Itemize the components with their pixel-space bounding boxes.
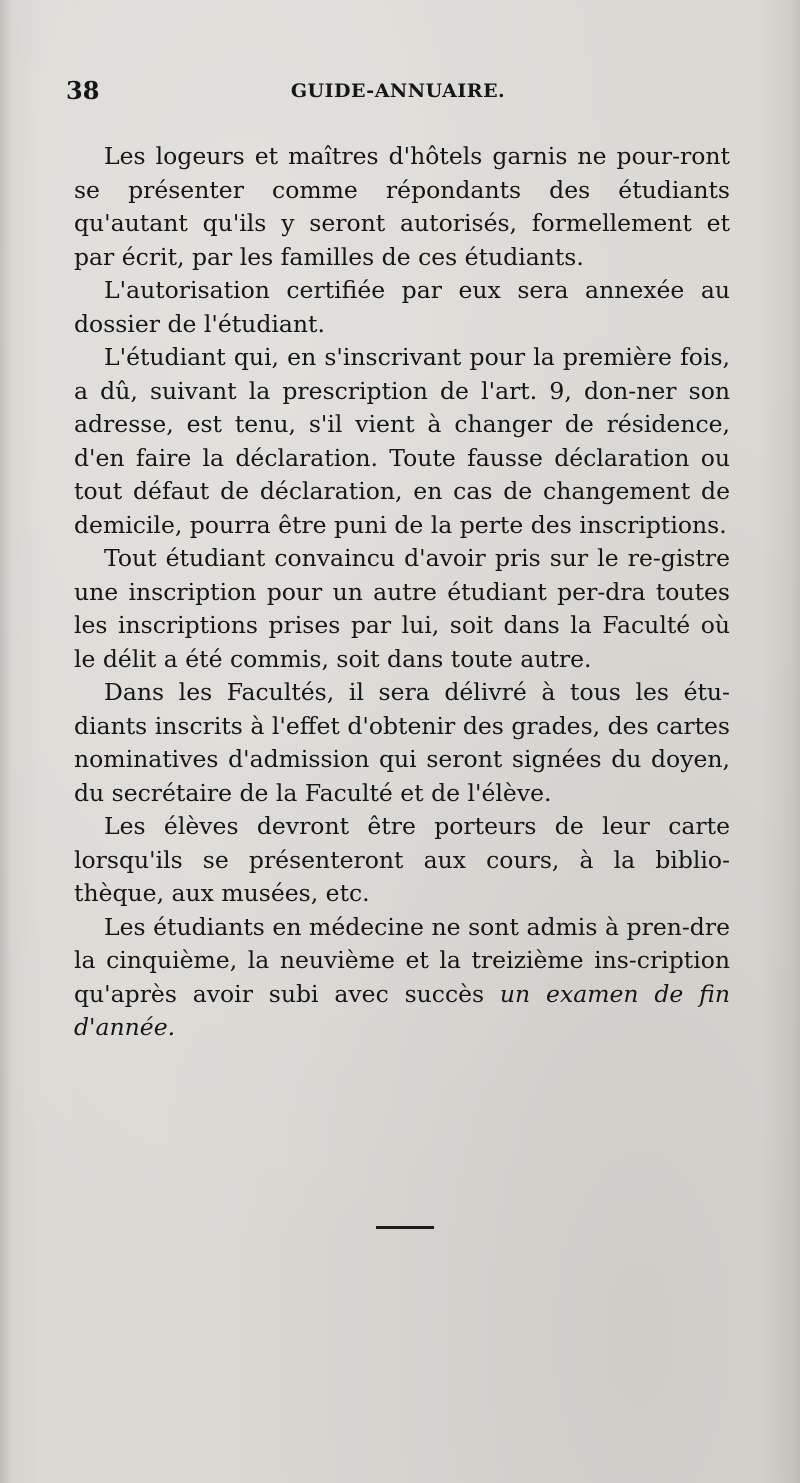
italic-phrase: un examen de fin d'année.: [74, 979, 730, 1041]
paragraph: Dans les Facultés, il sera délivré à tous les étu-diants inscrits à l'effet d'obtenir des grades, des cartes nominatives d'admission qui seront signées du doyen, du secrétaire de la Faculté et de l'élève.: [74, 678, 730, 807]
paragraph: Tout étudiant convaincu d'avoir pris sur le re-gistre une inscription pour un autre étudiant per-dra toutes les inscriptions prises par lui, soit dans la Faculté où le délit a été commis, soit dans toute autre.: [74, 544, 730, 673]
paragraph: Les élèves devront être porteurs de leur carte lorsqu'ils se présenteront aux cours, à la biblio-thèque, aux musées, etc.: [74, 812, 730, 907]
paragraph: L'autorisation certifiée par eux sera annexée au dossier de l'étudiant.: [74, 276, 730, 338]
running-head: GUIDE-ANNUAIRE.: [290, 80, 506, 102]
end-rule: [376, 1226, 434, 1229]
paragraph-text: Les étudiants en médecine ne sont admis à pren-dre la cinquième, la neuvième et la treizième ins-cription qu'après avoir subi avec succès: [74, 912, 730, 1008]
page-header: [66, 76, 730, 110]
paragraph: L'étudiant qui, en s'inscrivant pour la première fois, a dû, suivant la prescription de l'art. 9, don-ner son adresse, est tenu, s'il vient à changer de résidence, d'en faire la déclaration. Toute fausse déclaration ou tout défaut de déclaration, en cas de changement de demicile, pourra être puni de la perte des inscriptions.: [74, 343, 730, 539]
paragraph: [74, 911, 730, 1045]
body-text: [74, 140, 730, 1045]
page-number: 38: [66, 76, 100, 105]
paragraph: Les logeurs et maîtres d'hôtels garnis ne pour-ront se présenter comme répondants des étudiants qu'autant qu'ils y seront autorisés, formellement et par écrit, par les familles de ces étudiants.: [74, 142, 730, 271]
